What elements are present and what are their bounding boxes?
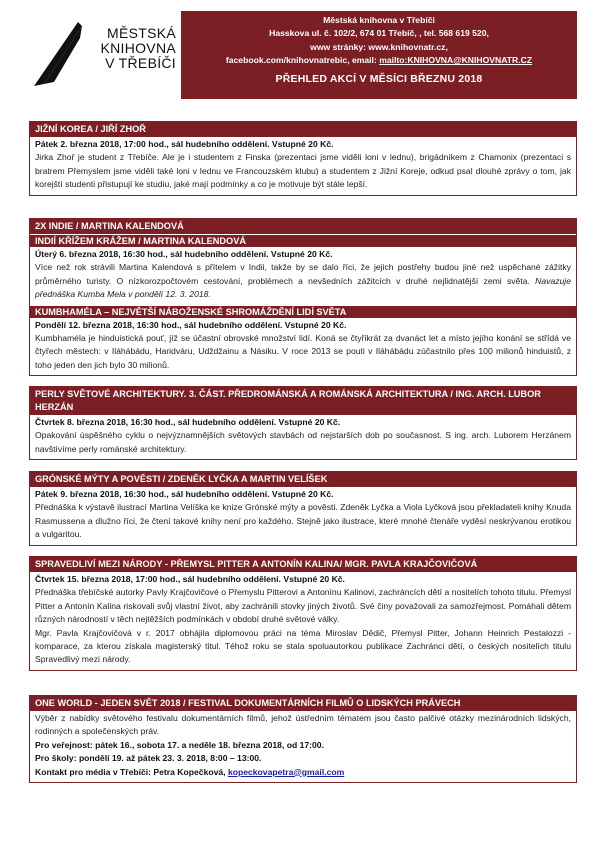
logo-text bbox=[86, 26, 176, 71]
event-title: 2X INDIE / MARTINA KALENDOVÁ bbox=[30, 219, 576, 234]
event-korea bbox=[29, 121, 577, 196]
event-date: Čtvrtek 15. března 2018, 17:00 hod., sál hudebního oddělení. Vstupné 20 Kč. bbox=[35, 574, 345, 584]
media-contact bbox=[35, 766, 571, 779]
header-box bbox=[181, 11, 577, 99]
event-subtitle-2: KUMBHAMÉLA – NEJVĚTŠÍ NÁBOŽENSKÉ SHROMÁŽDĚNÍ LIDÍ SVĚTA bbox=[30, 305, 576, 318]
email-link[interactable]: mailto:KNIHOVNA@KNIHOVNATR.CZ bbox=[379, 55, 533, 66]
page-title: PŘEHLED AKCÍ V MĚSÍCI BŘEZNU 2018 bbox=[275, 72, 483, 85]
event-title: SPRAVEDLIVÍ MEZI NÁRODY - PŘEMYSL PITTER A ANTONÍN KALINA/ MGR. PAVLA KRAJČOVIČOVÁ bbox=[30, 557, 576, 572]
school-schedule: Pro školy: pondělí 19. až pátek 23. 3. 2018, 8:00 – 13:00. bbox=[35, 753, 262, 764]
event-one-world bbox=[29, 695, 577, 783]
event-title: PERLY SVĚTOVÉ ARCHITEKTURY. 3. ČÁST. PŘEDROMÁNSKÁ A ROMÁNSKÁ ARCHITEKTURA / ING. ARCH. LUBOR HERZÁN bbox=[30, 387, 576, 415]
event-india bbox=[29, 218, 577, 376]
event-note: Navazuje přednáška Kumba Mela v pondělí 12. 3. 2018. bbox=[35, 275, 571, 300]
media-contact-label: Kontakt pro média v Třebíči: Petra Kopečková, bbox=[35, 766, 228, 777]
event-text-2: Kumbhaméla je hinduistická pouť, jíž se účastní obrovské množství lidí. Koná se čtyřikrát za dvanáct let a místo jejího konání se střídá ve čtyřech městech: v Iláhábádu, Haridváru, Udždžainu a Násiku. V roce 2013 se pouti v Iláhábádu zúčastnilo přes 100 milionů hinduistů, z toho jeden den jich bylo 30 milionů. bbox=[35, 333, 571, 370]
library-contacts bbox=[181, 54, 577, 67]
event-text: Opakování úspěšného cyklu o nejvýznamnějších světových stavbách od nejstarších dob po současnost. S ing. arch. Luborem Herzánem navštívíme perly románské architektury. bbox=[35, 430, 571, 454]
event-date: Pátek 2. března 2018, 17:00 hod., sál hudebního oddělení. Vstupné 20 Kč. bbox=[35, 139, 334, 149]
contact-email-link[interactable]: kopeckovapetra@gmail.com bbox=[227, 766, 345, 777]
library-address: Hasskova ul. č. 102/2, 674 01 Třebíč, , tel. 568 619 520, bbox=[269, 28, 489, 39]
event-subtitle-1: INDIÍ KŘÍŽEM KRÁŽEM / MARTINA KALENDOVÁ bbox=[30, 234, 576, 247]
event-text-2: Mgr. Pavla Krajčovičová v r. 2017 obhájila diplomovou práci na téma Miroslav Dědič, Přemysl Pitter, Johann Heinrich Pestalozzi - komparace, za kterou získala magisterský titul. Téhož roku se stala spoluautorkou publikace Zachránci dětí, o českých nositelích titulu Spravedlivý mezi národy. bbox=[35, 627, 571, 665]
event-righteous bbox=[29, 556, 577, 671]
logo-line-1: MĚSTSKÁ bbox=[106, 25, 176, 41]
event-date: Pátek 9. března 2018, 16:30 hod., sál hudebního oddělení. Vstupné 20 Kč. bbox=[35, 489, 334, 499]
event-title: GRÓNSKÉ MÝTY A POVĚSTI / ZDENĚK LYČKA A MARTIN VELÍŠEK bbox=[30, 472, 576, 487]
event-architecture bbox=[29, 386, 577, 460]
event-title: ONE WORLD - JEDEN SVĚT 2018 / FESTIVAL DOKUMENTÁRNÍCH FILMŮ O LIDSKÝCH PRÁVECH bbox=[30, 696, 576, 711]
event-text-1 bbox=[35, 261, 571, 301]
event-text-1: Přednáška třebíčské autorky Pavly Krajčovičové o Přemyslu Pitterovi a Antonínu Kalinovi, zachráncích dětí a nositelích tohoto titulu. Přemysl Pitter a Antonín Kalina riskovali svůj vlastní život, aby zachránili stovky jiných životů. Své činy považovali za samozřejmost. Pomáhali dětem různých národností v těch nejtěžších podmínkách v období druhé světové války. bbox=[35, 587, 571, 625]
logo-line-2: KNIHOVNA bbox=[100, 40, 176, 56]
library-logo bbox=[30, 18, 180, 88]
library-name: Městská knihovna v Třebíči bbox=[323, 15, 435, 25]
library-web: www stránky: www.knihovnatr.cz, bbox=[310, 41, 448, 52]
event-date: Čtvrtek 8. března 2018, 16:30 hod., sál hudebního oddělení. Vstupné 20 Kč. bbox=[35, 417, 341, 427]
event-date-1: Úterý 6. března 2018, 16:30 hod., sál hudebního oddělení. Vstupné 20 Kč. bbox=[35, 249, 333, 259]
event-text: Výběr z nabídky světového festivalu dokumentárních filmů, jehož ústředním tématem jsou často palčivé otázky mezinárodních lidských, rodinných a společenských práv. bbox=[35, 713, 571, 737]
logo-line-3: V TŘEBÍČI bbox=[105, 55, 176, 71]
event-date-2: Pondělí 12. března 2018, 16:30 hod., sál hudebního oddělení. Vstupné 20 Kč. bbox=[35, 319, 347, 330]
event-text: Přednáška k výstavě ilustrací Martina Velíška ke knize Grónské mýty a pověsti. Zdeněk Lyčka a Viola Lyčková jsou překladateli knihy Knuda Rasmussena a dlužno říci, že čtení takové knihy není pro každého. Stejně jako ilustrace, které mnohé čtenáře vyděsí neskrývanou erotikou a vulgaritou. bbox=[35, 502, 571, 540]
social-text: facebook.com/knihovnatrebic, email: bbox=[225, 55, 380, 66]
public-schedule: Pro veřejnost: pátek 16., sobota 17. a neděle 18. března 2018, od 17:00. bbox=[35, 739, 324, 750]
event-title: JIŽNÍ KOREA / JIŘÍ ZHOŘ bbox=[30, 122, 576, 137]
event-greenland bbox=[29, 471, 577, 546]
event-text: Jirka Zhoř je student z Třebíče. Ale je i studentem z Finska (prezentaci jsme viděli loni v lednu), brigádníkem z Chamonix (prezentaci s bratrem Přemyslem jsme viděli také loni v lednu ve Francouzském klubu) a studentem z Jižní Koreje, odkud psal dlouhé zprávy o tom, jak korejští studenti přistupují ke studiu, jaké mají podmínky a co je motivuje být stále lepší. bbox=[35, 152, 571, 190]
event-text-1-body: Více než rok strávili Martina Kalendová s přítelem v Indii, takže by se dalo říci, že jejich postřehy budou jiné než uspěchané zážitky průměrného turisty. O nízkorozpočtovém cestování, problémech a nevšedních zážitcích v druhé nejlidnatější zemi světa. bbox=[35, 262, 571, 286]
